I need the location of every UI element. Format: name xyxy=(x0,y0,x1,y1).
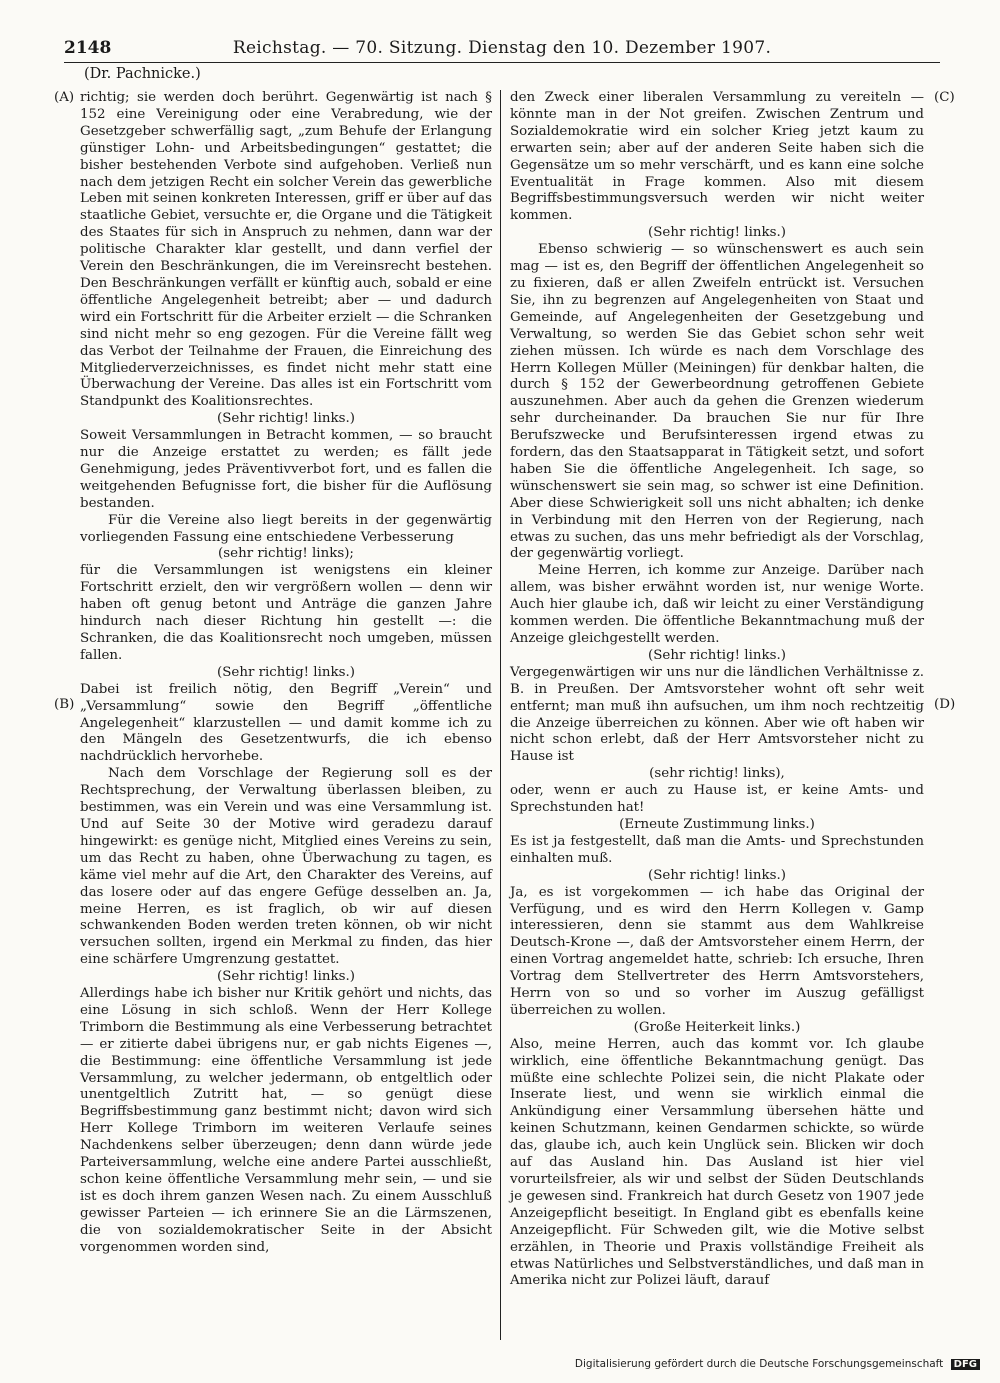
interjection: (Sehr richtig! links.) xyxy=(217,969,355,985)
paragraph: den Zweck einer liberalen Versammlung zu vereiteln — könnte man in der Not greifen. Zwischen Zentrum und Sozialdemokratie wird ein solcher Krieg jetzt kaum zu erwarten sein; aber auf der anderen Seite haben sich die Gegensätze um so mehr verschärft, und es kann eine solche Eventualität in Frage kommen. Also mit diesem Begriffsbestimmungsversuch werden wir nicht weiter kommen. xyxy=(510,90,924,224)
paragraph: Dabei ist freilich nötig, den Begriff „Verein“ und „Versammlung“ sowie den Begriff „öffentliche Angelegenheit“ klarzustellen — und damit komme ich zu den Mängeln des Gesetzentwurfs, die ich ebenso nachdrücklich hervorhebe. xyxy=(80,681,492,765)
interjection: (Sehr richtig! links.) xyxy=(217,411,355,427)
paragraph: oder, wenn er auch zu Hause ist, er keine Amts- und Sprechstunden hat! xyxy=(510,783,924,816)
interjection: (sehr richtig! links), xyxy=(649,766,785,782)
paragraph: Ebenso schwierig — so wünschenswert es auch sein mag — ist es, den Begriff der öffentlichen Angelegenheit so zu fixieren, daß er allen Zweifeln entrückt ist. Versuchen Sie, ihn zu begrenzen auf Angelegenheiten von Staat und Gemeinde, auf Angelegenheiten der Gesetzgebung und Verwaltung, so werden Sie das Gebiet schon sehr weit ziehen müssen. Ich würde es nach dem Vorschlage des Herrn Kollegen Müller (Meiningen) für denkbar halten, die durch § 152 der Gewerbeordnung getroffenen Gebiete auszunehmen. Aber auch da gehen die Grenzen wiederum sehr durcheinander. Da brauchen Sie nur für Ihre Berufszwecke und Berufsinteressen irgend etwas zu fordern, das den Staatsapparat in Tätigkeit setzt, und sofort haben Sie die öffentliche Angelegenheit. Ich sage, so wünschenswert sie sein mag, so schwer ist eine Definition. Aber diese Schwierigkeit soll uns nicht abhalten; ich denke in Verbindung mit den Herren von der Regierung, nach etwas zu suchen, das uns mehr befriedigt als der Vorschlag, der gegenwärtig vorliegt. xyxy=(510,242,924,562)
paragraph: Meine Herren, ich komme zur Anzeige. Darüber nach allem, was bisher erwähnt worden ist, nur wenige Worte. Auch hier glaube ich, daß wir leicht zu einer Verständigung kommen werden. Die öffentliche Bekanntmachung muß der Anzeige gleichgestellt werden. xyxy=(510,563,924,646)
paragraph: Also, meine Herren, auch das kommt vor. Ich glaube wirklich, eine öffentliche Bekanntmachung genügt. Das müßte eine schlechte Polizei sein, die nicht Plakate oder Inserate liest, und wenn sie wirklich einmal die Ankündigung einer Versammlung übersehen hätte und keinen Schutzmann, keinen Gendarmen schickte, so würde das, glaube ich, auch kein Unglück sein. Blicken wir doch auf das Ausland hin. Das Ausland ist hier viel vorurteilsfreier, als wir und selbst der Süden Deutschlands je gewesen sind. Frankreich hat durch Gesetz von 1907 jede Anzeigepflicht beseitigt. In England gibt es ebenfalls keine Anzeigepflicht. Für Schweden gilt, wie die Motive selbst erzählen, in Theorie und Praxis vollständige Freiheit als etwas Natürliches und Selbstverständliches, und daß man in Amerika nicht zur Polizei läuft, darauf xyxy=(510,1036,924,1289)
interjection: (Sehr richtig! links.) xyxy=(217,664,355,680)
page-number: 2148 xyxy=(64,38,112,58)
left-column xyxy=(80,90,492,1257)
paragraph: für die Versammlungen ist wenigstens ein kleiner Fortschritt erzielt, den wir vergrößern wollen — denn wir haben oft genug betont und Anträge die ganzen Jahre hindurch nach dieser Richtung hin gestellt —: die Schranken, die das Koalitionsrecht noch umgeben, müssen fallen. xyxy=(80,563,492,663)
paragraph: Nach dem Vorschlage der Regierung soll es der Rechtsprechung, der Verwaltung überlassen bleiben, zu bestimmen, was ein Verein und was eine Versammlung ist. Und auf Seite 30 der Motive wird geradezu darauf hingewirkt: es genüge nicht, Mitglied eines Vereins zu sein, um das Recht zu haben, ohne Überwachung zu tagen, es käme viel mehr auf die Art, den Charakter des Vereins, auf das losere oder auf das engere Gefüge desselben an. Ja, meine Herren, es ist fraglich, ob wir auf diesen schwankenden Boden werden treten können, ob wir nicht versuchen sollten, irgend ein Merkmal zu finden, das hier eine schärfere Umgrenzung gestattet. xyxy=(80,766,492,968)
paragraph: Vergegenwärtigen wir uns nur die ländlichen Verhältnisse z. B. in Preußen. Der Amtsvorsteher wohnt oft sehr weit entfernt; man muß ihn aufsuchen, um ihm noch rechtzeitig die Anzeige überreichen zu können. Aber wie oft haben wir nicht schon erlebt, daß der Herr Amtsvorsteher nicht zu Hause ist xyxy=(510,664,924,765)
paragraph: Es ist ja festgestellt, daß man die Amts- und Sprechstunden einhalten muß. xyxy=(510,833,924,866)
right-column xyxy=(510,90,924,1290)
margin-marker-d: (D) xyxy=(934,697,956,712)
dfg-logo: DFG xyxy=(951,1359,980,1370)
interjection: (sehr richtig! links); xyxy=(218,546,354,562)
page-title: Reichstag. — 70. Sitzung. Dienstag den 10. Dezember 1907. xyxy=(232,38,772,58)
paragraph: Allerdings habe ich bisher nur Kritik gehört und nichts, das eine Lösung in sich schloß. Wenn der Herr Kollege Trimborn die Bestimmung als eine Verbesserung betrachtet — er zitierte dabei übrigens nur, er gab nichts Eigenes —, die Bestimmung: eine öffentliche Versammlung ist jede Versammlung, zu welcher jedermann, ob entgeltlich oder unentgeltlich Zutritt hat, — so genügt diese Begriffsbestimmung ganz bestimmt nicht; davon wird sich Herr Kollege Trimborn im weiteren Verlaufe seines Nachdenkens selber überzeugen; denn dann würde jede Parteiversammlung, welche eine andere Partei ausschließt, schon keine öffentliche Versammlung mehr sein, — und sie ist es doch ihrem ganzen Wesen nach. Zu einem Ausschluß gewisser Parteien — ich erinnere Sie an die Lärmszenen, die von sozialdemokratischer Seite in der Absicht vorgenommen worden sind, xyxy=(80,986,492,1255)
paragraph: richtig; sie werden doch berührt. Gegenwärtig ist nach § 152 eine Vereinigung oder eine Verabredung, wie der Gesetzgeber schwerfällig sagt, „zum Behufe der Erlangung günstiger Lohn- und Arbeitsbedingungen“ gestattet; die bisher bestehenden Verbote sind aufgehoben. Verließ nun nach dem jetzigen Recht ein solcher Verein das gewerbliche Leben mit seinen konkreten Interessen, griff er über auf das staatliche Gebiet, versuchte er, die Organe und die Tätigkeit des Staates für sich in Anspruch zu nehmen, dann war der politische Charakter klar gestellt, und dann verfiel der Verein den Beschränkungen, die im Vereinsrecht bestehen. Den Beschränkungen verfällt er künftig auch, sobald er eine öffentliche Angelegenheit betreibt; aber — und dadurch wird ein Fortschritt für die Arbeiter erzielt — die Schranken sind nicht mehr so eng gezogen. Für die Vereine fällt weg das Verbot der Teilnahme der Frauen, die Einreichung des Mitgliederverzeichnisses, es findet nicht mehr statt eine Überwachung der Vereine. Das alles ist ein Fortschritt vom Standpunkt des Koalitionsrechtes. xyxy=(80,90,492,410)
footer-credit xyxy=(575,1358,980,1370)
interjection: (Sehr richtig! links.) xyxy=(648,867,786,883)
interjection: (Sehr richtig! links.) xyxy=(648,647,786,663)
margin-marker-a: (A) xyxy=(54,90,75,105)
interjection: (Sehr richtig! links.) xyxy=(648,225,786,241)
paragraph: Soweit Versammlungen in Betracht kommen, — so braucht nur die Anzeige erstattet zu werden; es fällt jede Genehmigung, jedes Präventivverbot fort, und es fallen die weitgehenden Befugnisse fort, die bisher für die Auflösung bestanden. xyxy=(80,428,492,511)
column-divider xyxy=(500,90,501,1340)
interjection: (Erneute Zustimmung links.) xyxy=(619,816,815,832)
speaker-label: (Dr. Pachnicke.) xyxy=(84,66,201,82)
footer-text: Digitalisierung gefördert durch die Deutsche Forschungsgemeinschaft xyxy=(574,1358,944,1370)
margin-marker-c: (C) xyxy=(934,90,955,105)
page-header xyxy=(64,36,940,63)
margin-marker-b: (B) xyxy=(54,697,75,712)
paragraph: Ja, es ist vorgekommen — ich habe das Original der Verfügung, und es wird den Herrn Kollegen v. Gamp interessieren, denn sie stammt aus dem Wahlkreise Deutsch-Krone —, daß der Amtsvorsteher einem Herrn, der einen Vortrag angemeldet hatte, schrieb: Ich ersuche, Ihren Vortrag dem Stellvertreter des Herrn Amtsvorstehers, Herrn von so und so vorher im Auszug gefälligst überreichen zu wollen. xyxy=(510,884,924,1018)
interjection: (Große Heiterkeit links.) xyxy=(633,1019,801,1035)
paragraph: Für die Vereine also liegt bereits in der gegenwärtig vorliegenden Fassung eine entschiedene Verbesserung xyxy=(80,512,492,545)
